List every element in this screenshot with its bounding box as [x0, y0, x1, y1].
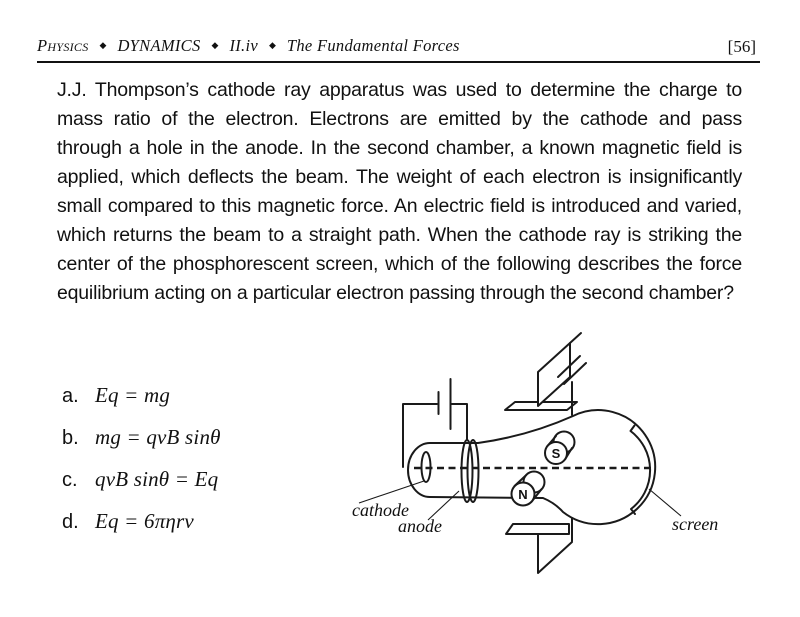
anode-label: anode [398, 516, 442, 536]
option-c-letter: c. [62, 469, 78, 491]
header-course: Physics [37, 36, 89, 55]
option-a-letter: a. [62, 385, 79, 407]
option-d-formula: Eq = 6πηrv [95, 509, 194, 533]
screen-leader-line [649, 489, 681, 516]
header-section: DYNAMICS [117, 36, 201, 55]
top-plate-lead [570, 333, 581, 343]
diamond-separator-icon: ◆ [211, 40, 219, 50]
diamond-separator-icon: ◆ [99, 40, 107, 50]
top-plate-vertical [538, 343, 570, 406]
screen-label: screen [672, 514, 719, 534]
option-d-letter: d. [62, 511, 79, 533]
diamond-separator-icon: ◆ [268, 40, 276, 50]
north-pole-label: N [518, 487, 528, 502]
option-b-formula: mg = qvB sinθ [95, 425, 221, 449]
page-number: [56] [727, 37, 756, 56]
battery-circuit-wire [451, 404, 468, 440]
cathode-label: cathode [352, 500, 409, 520]
question-text: J.J. Thompson’s cathode ray apparatus was used to determine the charge to mass ratio of the electron. Electrons are emitted by the cathode and pass through a hole in the anode. In the second chamber, a known magnetic field is applied, which deflects the beam. The weight of each electron is insignificantly small compared to this magnetic force. An electric field is introduced and varied, which returns the beam to a straight path. When the cathode ray is striking the center of the phosphorescent screen, which of the following describes the force equilibrium acting on a particular electron passing through the second chamber? [57, 79, 742, 304]
bottom-plate-vertical [538, 534, 572, 573]
header-topic: The Fundamental Forces [286, 36, 460, 55]
option-b-letter: b. [62, 427, 79, 449]
option-a-formula: Eq = mg [95, 383, 171, 407]
header-subsection: II.iv [229, 36, 258, 55]
option-c-formula: qvB sinθ = Eq [95, 467, 219, 491]
south-pole-label: S [551, 446, 561, 461]
bottom-plate-horizontal [506, 524, 569, 534]
